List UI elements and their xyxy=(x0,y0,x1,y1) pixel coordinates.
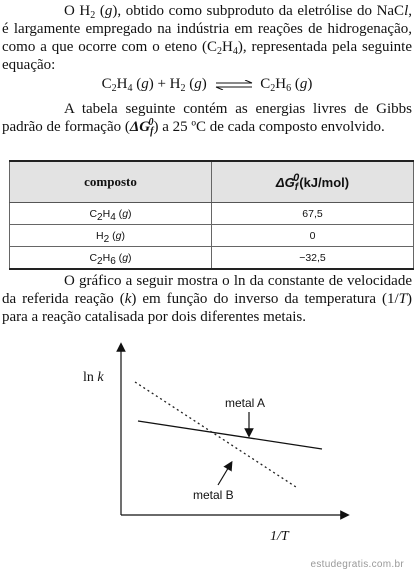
gibbs-energy-table xyxy=(9,160,414,270)
reaction-equation: $C_2H_4$ $(g) + H_2$ (g) $C_2H_6$ (g) xyxy=(101,76,313,94)
metal-b-pointer-arrow xyxy=(218,465,230,485)
compound-cell: $C_2H_6$ (g) xyxy=(10,247,212,270)
compound-cell: $H_2$ (g) xyxy=(10,225,212,247)
series-line-metal-b xyxy=(135,382,296,487)
table-row xyxy=(10,225,414,247)
header-composto: composto xyxy=(10,161,212,203)
gibbs-paragraph: A tabela seguinte contém as energias livres de Gibbs padrão de formação $(\Delta G_f^0)$ a 25 ºC de cada composto envolvido. xyxy=(2,101,412,137)
intro-paragraph: O $H_2$ (g), obtido como subproduto da eletrólise do NaCl, é largamente empregado na indústria em reações de hidrogenação, como a que ocorre com o eteno $(C_2H_4)$, representada pela seguinte equação: xyxy=(2,3,412,73)
table-row xyxy=(10,247,414,270)
table-header-row xyxy=(10,161,414,203)
series-line-metal-a xyxy=(138,421,322,449)
y-axis-label: ln k xyxy=(83,370,104,385)
watermark: estudegratis.com.br xyxy=(310,559,404,570)
series-label-metal-b: metal B xyxy=(193,488,234,502)
series-label-metal-a: metal A xyxy=(225,396,266,410)
compound-cell: $C_2H_4$ (g) xyxy=(10,203,212,225)
graph-intro-paragraph: O gráfico a seguir mostra o ln da constante de velocidade da referida reação (k) em função do inverso da temperatura (1/T) para a reação catalisada por dois diferentes metais. xyxy=(2,273,413,325)
value-cell: −32,5 xyxy=(212,247,414,270)
header-gibbs-energy: $\Delta G_f^0(kJ/mol)$ xyxy=(212,161,414,203)
value-cell: 0 xyxy=(212,225,414,247)
ln-k-vs-inverse-temperature-chart xyxy=(0,335,414,550)
value-cell: 67,5 xyxy=(212,203,414,225)
x-axis-label: 1/T xyxy=(270,529,289,544)
gibbs-symbol: $\Delta G_f^0$ xyxy=(129,117,154,137)
table-row xyxy=(10,203,414,225)
equilibrium-arrow-icon xyxy=(214,80,254,90)
